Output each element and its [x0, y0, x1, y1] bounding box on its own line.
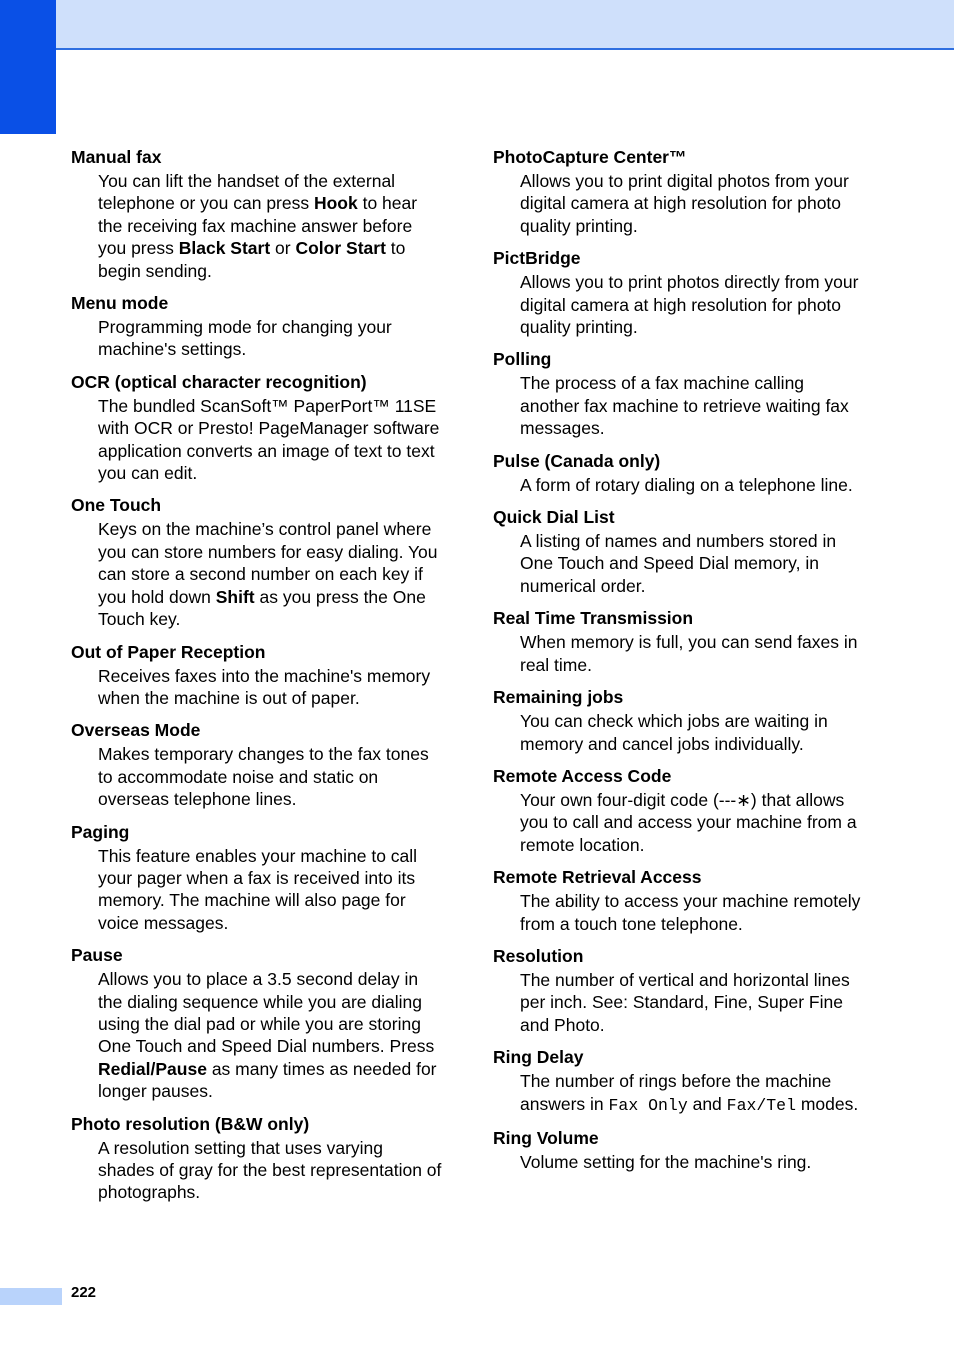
glossary-entry-quick-dial-list [493, 504, 865, 597]
glossary-entry-overseas-mode [71, 717, 443, 810]
glossary-entry-polling [493, 346, 865, 439]
glossary-entry-real-time-transmission [493, 605, 865, 676]
glossary-definition [98, 395, 443, 485]
glossary-term: Overseas Mode [71, 720, 201, 741]
glossary-entry-pulse-canada-only [493, 448, 865, 496]
definition-text: The number of vertical and horizontal lines per inch. See: Standard, Fine, Super Fine and Photo. [520, 969, 850, 1035]
glossary-entry-paging [71, 819, 443, 935]
glossary-term: Remote Retrieval Access [493, 867, 702, 888]
key-name: Shift [215, 586, 255, 607]
glossary-definition [520, 474, 865, 496]
glossary-term: Remaining jobs [493, 687, 624, 708]
definition-text: A resolution setting that uses varying shades of gray for the best representation of photographs. [98, 1137, 442, 1203]
definition-text: The number of rings before the machine answers in [520, 1071, 832, 1114]
glossary-definition [98, 518, 443, 630]
glossary-definition [98, 1137, 443, 1204]
glossary-definition [98, 316, 443, 361]
glossary-term: Pulse (Canada only) [493, 450, 661, 471]
definition-text: Keys on the machine’s control panel where you can store numbers for easy dialing. You can store a second number on each key if you hold down [98, 519, 438, 607]
glossary-entry-manual-fax [71, 144, 443, 282]
definition-text: A listing of names and numbers stored in One Touch and Speed Dial memory, in numerical order. [520, 531, 837, 596]
glossary-term: Resolution [493, 945, 584, 966]
glossary-term: Pause [71, 945, 123, 966]
definition-text: Volume setting for the machine's ring. [520, 1151, 812, 1172]
glossary-term: Ring Volume [493, 1127, 599, 1148]
glossary-term: One Touch [71, 495, 162, 516]
glossary-term: Manual fax [71, 147, 162, 167]
glossary-definition [520, 890, 865, 935]
key-name: Black Start [178, 238, 271, 259]
glossary-term: Remote Access Code [493, 765, 672, 786]
definition-text: or [270, 238, 296, 259]
definition-text: When memory is full, you can send faxes in real time. [520, 632, 858, 675]
glossary-definition [98, 845, 443, 935]
definition-text: to begin sending. [98, 238, 406, 281]
glossary-entry-ocr-optical-character-recognition [71, 369, 443, 485]
definition-text: Makes temporary changes to the fax tones to accommodate noise and static on overseas telephone lines. [98, 744, 429, 810]
glossary-definition [520, 271, 865, 338]
header-band [56, 0, 954, 50]
glossary-definition [520, 372, 865, 439]
definition-text: as many times as needed for longer pauses. [98, 1058, 437, 1102]
glossary-term: Photo resolution (B&W only) [71, 1113, 310, 1134]
footer-tab [0, 1288, 62, 1305]
glossary-entry-remaining-jobs [493, 684, 865, 755]
definition-text: as you press the One Touch key. [98, 586, 426, 630]
glossary-definition [520, 710, 865, 755]
glossary-entry-one-touch [71, 492, 443, 630]
glossary-term: Menu mode [71, 293, 169, 314]
chapter-tab [0, 0, 56, 134]
definition-text: A form of rotary dialing on a telephone line. [520, 474, 853, 495]
definition-text: You can check which jobs are waiting in memory and cancel jobs individually. [520, 711, 828, 754]
glossary-term: Paging [71, 821, 130, 842]
glossary-term: PictBridge [493, 248, 581, 269]
definition-text: to hear the receiving fax machine answer before you press [98, 193, 418, 259]
definition-text: This feature enables your machine to call your pager when a fax is received into its memory. The machine will also page for voice messages. [98, 845, 418, 933]
glossary-term: Out of Paper Reception [71, 641, 266, 662]
key-name: Hook [313, 193, 358, 214]
definition-text: and [687, 1093, 727, 1114]
glossary-definition [520, 170, 865, 237]
display-text: Fax Only [608, 1095, 688, 1115]
glossary-entry-out-of-paper-reception [71, 639, 443, 710]
definition-text: Your own four-digit code (---∗) that allows you to call and access your machine from a remote location. [520, 789, 857, 855]
glossary-entry-photo-resolution-b-w-only [71, 1111, 443, 1204]
definition-text: Receives faxes into the machine's memory when the machine is out of paper. [98, 665, 431, 708]
glossary-definition [520, 789, 865, 856]
key-name: Color Start [295, 238, 386, 259]
glossary-entry-pause [71, 942, 443, 1102]
glossary-entry-ring-delay [493, 1044, 865, 1117]
definition-text: Allows you to print photos directly from your digital camera at high resolution for photo quality printing. [520, 272, 859, 338]
definition-text: The process of a fax machine calling another fax machine to retrieve waiting fax messages. [520, 373, 849, 439]
glossary-definition [98, 743, 443, 810]
glossary-entry-photocapture-center [493, 144, 865, 237]
definition-text: The ability to access your machine remotely from a touch tone telephone. [520, 891, 861, 934]
glossary-term: OCR (optical character recognition) [71, 371, 367, 392]
glossary-definition [520, 1151, 865, 1173]
glossary-term: Polling [493, 349, 552, 370]
display-text: Fax/Tel [726, 1095, 796, 1115]
glossary-definition [520, 530, 865, 597]
glossary-term: Real Time Transmission [493, 608, 694, 629]
glossary-entry-menu-mode [71, 290, 443, 361]
glossary-entry-remote-access-code [493, 763, 865, 856]
definition-text: The bundled ScanSoft™ PaperPort™ 11SE with OCR or Presto! PageManager software application converts an image of text to text you can edit. [98, 395, 440, 484]
glossary-definition [98, 665, 443, 710]
glossary-entry-resolution [493, 943, 865, 1036]
glossary-definition [98, 170, 443, 282]
glossary-entry-ring-volume [493, 1125, 865, 1173]
glossary-definition [520, 631, 865, 676]
glossary-definition [520, 969, 865, 1036]
glossary-right-column [493, 144, 865, 1181]
glossary-entry-pictbridge [493, 245, 865, 338]
glossary-term: PhotoCapture Center™ [493, 147, 687, 167]
glossary-entry-remote-retrieval-access [493, 864, 865, 935]
definition-text: Allows you to print digital photos from your digital camera at high resolution for photo quality printing. [520, 171, 849, 236]
page-number: 222 [71, 1284, 97, 1301]
definition-text: Programming mode for changing your machine's settings. [98, 317, 392, 360]
glossary-term: Ring Delay [493, 1047, 584, 1068]
definition-text: You can lift the handset of the external telephone or you can press [98, 171, 396, 214]
definition-text: Allows you to place a 3.5 second delay in the dialing sequence while you are dialing using the dial pad or while you are storing One Touch and Speed Dial numbers. Press [98, 969, 435, 1057]
glossary-definition [520, 1070, 865, 1117]
glossary-term: Quick Dial List [493, 507, 615, 528]
glossary-definition [98, 968, 443, 1102]
glossary-left-column [71, 144, 443, 1212]
definition-text: modes. [795, 1093, 859, 1114]
key-name: Redial/Pause [98, 1058, 207, 1079]
